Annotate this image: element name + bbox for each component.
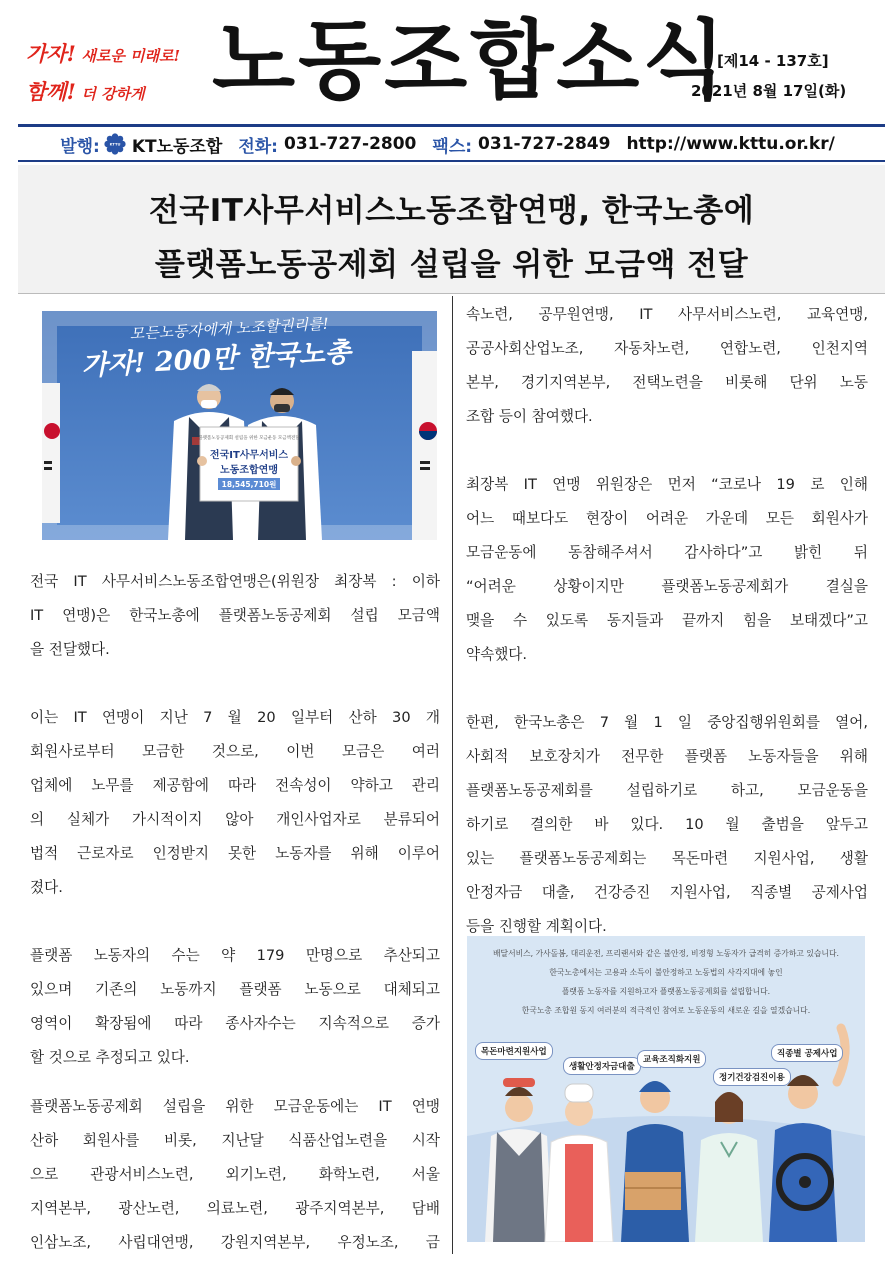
article-paragraph-4	[30, 1090, 440, 1260]
article-line: 속노련, 공무원연맹, IT 사무서비스노련, 교육연맹,	[466, 306, 868, 323]
article-line: 안정자금 대출, 건강증진 지원사업, 직종별 공제사업	[466, 884, 868, 901]
article-line: 전국 IT 사무서비스노동조합연맹은(위원장 최장복 : 이하	[30, 573, 440, 590]
article-line: 어느 때보다도 현장이 어려운 가운데 모든 회원사가	[466, 510, 868, 527]
masthead-rule-top	[18, 124, 885, 127]
infographic-text-4: 한국노총 조합원 동지 여러분의 적극적인 참여로 노동운동의 새로운 길을 열겠습니다.	[521, 1006, 811, 1015]
website-link[interactable]: http://www.kttu.or.kr/	[626, 134, 835, 154]
article-paragraph-3	[30, 939, 440, 1075]
infographic-text-3: 플랫폼 노동자를 지원하고자 플랫폼노동공제회를 설립합니다.	[561, 987, 771, 996]
article-paragraph-1	[30, 565, 440, 667]
article-line: 이는 IT 연맹이 지난 7 월 20 일부터 산하 30 개	[30, 709, 440, 726]
article-line: 회원사로부터 모금한 것으로, 이번 모금은 여러	[30, 743, 440, 760]
fax-label: 팩스:	[432, 136, 473, 157]
slogan-line-1	[26, 38, 201, 68]
infographic	[467, 936, 865, 1242]
article-line: 공공사회산업노조, 자동차노련, 연합노련, 인천지역	[466, 340, 868, 357]
tag-living-loan: 생활안정자금대출	[563, 1057, 641, 1075]
article-line: 을 전달했다.	[30, 641, 110, 658]
photo-board-caption: 플랫폼노동공제회 설립을 위한 모금운동 모금액전달	[198, 436, 300, 441]
publisher-bar	[0, 131, 895, 157]
article-line: 등을 진행할 계획이다.	[466, 918, 607, 935]
article-line: 한편, 한국노총은 7 월 1 일 중앙집행위원회를 열어,	[466, 714, 868, 731]
article-line: 졌다.	[30, 879, 63, 896]
slogan-phrase-stronger: 더 강하게	[81, 85, 145, 103]
issue-date: 2021년 8월 17일(화)	[691, 82, 847, 100]
infographic-text-2: 한국노총에서는 고용과 소득이 불안정하고 노동법의 사각지대에 놓인	[549, 968, 783, 977]
headline-box	[18, 165, 885, 294]
article-line: 할 것으로 추정되고 있다.	[30, 1049, 190, 1066]
tag-education-support: 교육조직화지원	[637, 1050, 706, 1068]
article-line: 있는 플랫폼노동공제회는 목돈마련 지원사업, 생활	[466, 850, 868, 867]
column-divider	[452, 296, 453, 1254]
article-line: 사회적 보호장치가 전무한 플랫폼 노동자들을 위해	[466, 748, 868, 765]
fax-number: 031-727-2849	[478, 134, 611, 154]
article-line: 으로 관광서비스노련, 외기노련, 화학노련, 서울	[30, 1166, 440, 1183]
tag-lump-sum-support: 목돈마련지원사업	[475, 1042, 553, 1060]
article-line: 있으며 기존의 노동까지 플랫폼 노동으로 대체되고	[30, 981, 440, 998]
slogan	[26, 38, 201, 106]
article-line: 의 실체가 가시적이지 않아 개인사업자로 분류되어	[30, 811, 440, 828]
issue-number: [제14 - 137호]	[717, 52, 829, 70]
article-paragraph-6	[466, 706, 868, 944]
article-line: 법적 근로자로 인정받지 못한 노동자를 위해 이루어	[30, 845, 440, 862]
phone-label: 전화:	[238, 136, 278, 157]
slogan-phrase-future: 새로운 미래로!	[81, 47, 181, 65]
article-line: 지역본부, 광산노련, 의료노련, 광주지역본부, 담배	[30, 1200, 440, 1217]
article-line: 조합 등이 참여했다.	[466, 408, 593, 425]
article-paragraph-5	[466, 468, 868, 672]
slogan-word-together: 함께!	[26, 79, 76, 104]
article-line: 모금운동에 동참해주셔서 감사하다”고 밝힌 뒤	[466, 544, 868, 561]
kttu-logo-icon	[104, 133, 126, 155]
article-photo	[42, 311, 437, 540]
article-line: 인삼노조, 사립대연맹, 강원지역본부, 우정노조, 금	[30, 1234, 440, 1251]
phone-number: 031-727-2800	[283, 134, 417, 154]
article-left-column-tail	[30, 1090, 440, 1260]
kttu-logo-text: KTTU	[109, 142, 121, 147]
article-line: 산하 회원사를 비롯, 지난달 식품산업노련을 시작	[30, 1132, 440, 1149]
photo-board-amount: 18,545,710원	[221, 480, 277, 489]
article-line: “어려운 상황이지만 플랫폼노동공제회가 결실을	[466, 578, 868, 595]
article-line: 최장복 IT 연맹 위원장은 먼저 “코로나 19 로 인해	[466, 476, 868, 493]
photo-banner-line-1: 모든노동자에게 노조할권리를!	[129, 314, 330, 343]
headline-line-2: 플랫폼노동공제회 설립을 위한 모금액 전달	[154, 247, 749, 283]
article-line: 플랫폼노동공제회를 설립하기로 하고, 모금운동을	[466, 782, 868, 799]
infographic-text-1: 배달서비스, 가사돌봄, 대리운전, 프리랜서와 같은 불안정, 비정형 노동자가 급격히 증가하고 있습니다.	[493, 949, 839, 958]
masthead-title: 노동조합소식	[212, 11, 729, 111]
slogan-line-2	[26, 76, 201, 106]
article-line: 플랫폼노동공제회 설립을 위한 모금운동에는 IT 연맹	[30, 1098, 440, 1115]
tag-health-checkup: 정기건강검진이용	[713, 1068, 791, 1086]
publisher-name: KT노동조합	[131, 136, 223, 157]
tag-occupational-mutual-aid: 직종별 공제사업	[771, 1044, 843, 1062]
publisher-label: 발행:	[60, 136, 100, 157]
photo-banner-line-2: 가자! 200만 한국노총	[80, 336, 352, 382]
article-paragraph-2	[30, 701, 440, 905]
article-line: 맺을 수 있도록 동지들과 끝까지 힘을 보태겠다”고	[466, 612, 868, 629]
masthead-rule-bottom	[18, 160, 885, 162]
article-left-column	[30, 565, 440, 1075]
slogan-word-gaja: 가자!	[26, 41, 76, 66]
article-line: 하기로 결의한 바 있다. 10 월 출범을 앞두고	[466, 816, 868, 833]
photo-board-title-1: 전국IT사무서비스	[209, 450, 289, 461]
article-line: 본부, 경기지역본부, 전택노련을 비롯해 단위 노동	[466, 374, 868, 391]
article-line: 약속했다.	[466, 646, 528, 663]
headline-line-1: 전국IT사무서비스노동조합연맹, 한국노총에	[148, 193, 755, 229]
article-line: 플랫폼 노동자의 수는 약 179 만명으로 추산되고	[30, 947, 440, 964]
article-right-column	[466, 298, 868, 944]
article-paragraph-4-continued	[466, 298, 868, 434]
article-line: IT 연맹)은 한국노총에 플랫폼노동공제회 설립 모금액	[30, 607, 440, 624]
article-line: 업체에 노무를 제공함에 따라 전속성이 약하고 관리	[30, 777, 440, 794]
photo-board-title-2: 노동조합연맹	[220, 465, 278, 476]
article-line: 영역이 확장됨에 따라 종사자수는 지속적으로 증가	[30, 1015, 440, 1032]
